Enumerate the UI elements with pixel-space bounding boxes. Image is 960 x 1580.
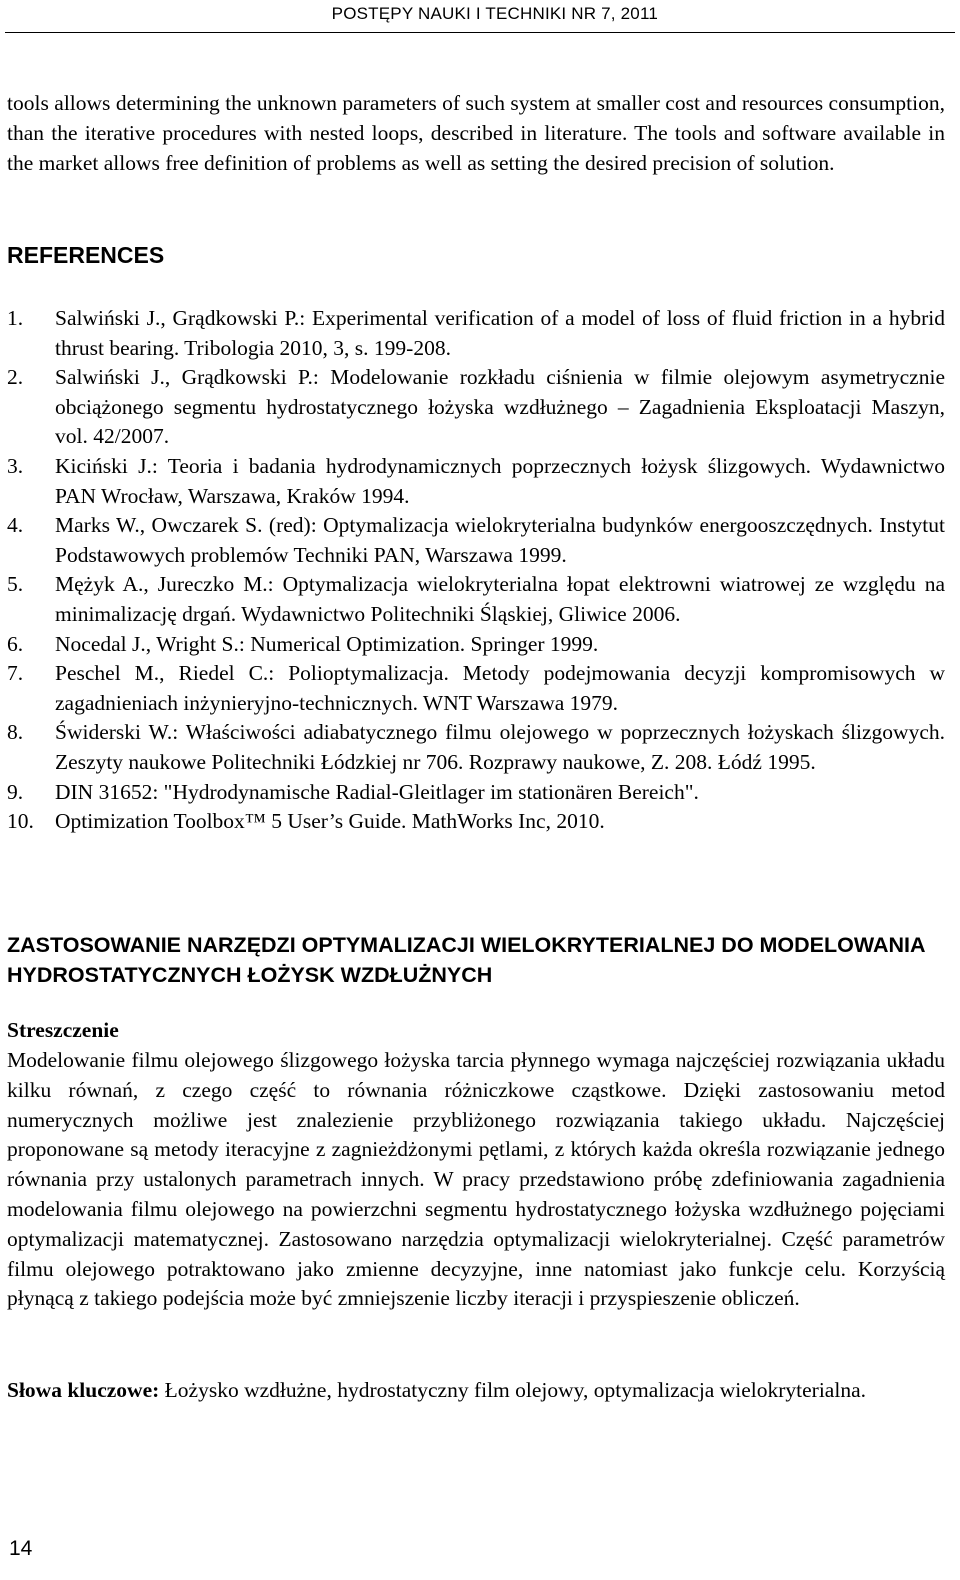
references-heading: REFERENCES (7, 242, 165, 268)
reference-text: Salwiński J., Grądkowski P.: Experimental verification of a model of loss of fluid friction in a hybrid thrust bearing. Tribologia 2010, 3, s. 199-208. (55, 306, 945, 360)
reference-item (7, 452, 945, 511)
reference-text: Optimization Toolbox™ 5 User’s Guide. MathWorks Inc, 2010. (55, 809, 605, 834)
abstract-heading: Streszczenie (7, 1018, 119, 1042)
keywords-text: Łożysko wzdłużne, hydrostatyczny film olejowy, optymalizacja wielokryterialna. (159, 1378, 866, 1402)
reference-number: 9. (7, 779, 24, 804)
reference-item (7, 807, 945, 837)
reference-item (7, 304, 945, 363)
page-number: 14 (9, 1537, 33, 1560)
reference-number: 6. (7, 631, 24, 656)
reference-item (7, 718, 945, 777)
reference-item (7, 511, 945, 570)
reference-number: 10. (7, 809, 34, 834)
reference-number: 2. (7, 365, 24, 390)
intro-paragraph: tools allows determining the unknown parameters of such system at smaller cost and resources consumption, than the iterative procedures with nested loops, described in literature. The tools and software available in the market allows free definition of problems as well as setting the desired precision of solution. (7, 91, 945, 175)
reference-item (7, 570, 945, 629)
keywords-label: Słowa kluczowe: (7, 1378, 160, 1402)
running-header (0, 4, 960, 28)
abstract-paragraph: Modelowanie filmu olejowego ślizgowego łożyska tarcia płynnego wymaga najczęściej rozwiązania układu kilku równań, z czego część to równania różniczkowe cząstkowe. Dzięki zastosowaniu metod numerycznych możliwe jest znalezienie przybliżonego rozwiązania takiego układu. Najczęściej proponowane są metody iteracyjne z zagnieżdżonymi pętlami, z których każda określa rozwiązanie jednego równania przy ustalonych parametrach innych. W pracy przedstawiono próbę zdefiniowania zagadnienia modelowania filmu olejowego na powierzchni segmentu hydrostatycznego łożyska wzdłużnego pojęciami optymalizacji matematycznej. Zastosowano narzędzia optymalizacji wielokryterialnej. Część parametrów filmu olejowego potraktowano jako zmienne decyzyjne, inne natomiast jako funkcje celu. Korzyścią płynącą z takiego podejścia może być zmniejszenie liczby iteracji i przyspieszenie obliczeń. (7, 1048, 945, 1311)
journal-header: POSTĘPY NAUKI I TECHNIKI NR 7, 2011 (331, 4, 658, 23)
reference-number: 3. (7, 453, 24, 478)
reference-text: Salwiński J., Grądkowski P.: Modelowanie rozkładu ciśnienia w filmie olejowym asymetrycznie obciążonego segmentu hydrostatycznego łożyska wzdłużnego – Zagadnienia Eksploatacji Maszyn, vol. 42/2007. (55, 365, 945, 449)
reference-item (7, 659, 945, 718)
reference-item (7, 630, 945, 660)
keywords-line (7, 1376, 945, 1406)
reference-list (7, 304, 945, 837)
reference-item (7, 363, 945, 452)
reference-number: 7. (7, 661, 24, 686)
reference-item (7, 778, 945, 808)
header-rule (5, 32, 955, 33)
reference-number: 8. (7, 720, 24, 745)
reference-text: Kiciński J.: Teoria i badania hydrodynamicznych poprzecznych łożysk ślizgowych. Wydawnictwo PAN Wrocław, Warszawa, Kraków 1994. (55, 453, 945, 508)
reference-number: 5. (7, 572, 24, 597)
reference-text: Mężyk A., Jureczko M.: Optymalizacja wielokryterialna łopat elektrowni wiatrowej ze względu na minimalizację drgań. Wydawnictwo Politechniki Śląskiej, Gliwice 2006. (55, 572, 945, 626)
reference-text: Marks W., Owczarek S. (red): Optymalizacja wielokryterialna budynków energooszczędnych. Instytut Podstawowych problemów Techniki PAN, Warszawa 1999. (55, 513, 945, 567)
polish-title: ZASTOSOWANIE NARZĘDZI OPTYMALIZACJI WIELOKRYTERIALNEJ DO MODELOWANIA HYDROSTATYCZNYCH ŁOŻYSK WZDŁUŻNYCH (7, 933, 925, 987)
reference-number: 4. (7, 513, 24, 538)
reference-text: Nocedal J., Wright S.: Numerical Optimization. Springer 1999. (55, 631, 599, 656)
reference-text: DIN 31652: "Hydrodynamische Radial-Gleitlager im stationären Bereich". (55, 779, 699, 804)
reference-number: 1. (7, 306, 24, 330)
reference-text: Świderski W.: Właściwości adiabatycznego filmu olejowego w poprzecznych łożyskach ślizgowych. Zeszyty naukowe Politechniki Łódzkiej nr 706. Rozprawy naukowe, Z. 208. Łódź 1995. (55, 720, 945, 774)
reference-text: Peschel M., Riedel C.: Polioptymalizacja. Metody podejmowania decyzji kompromisowych w zagadnieniach inżynieryjno-technicznych. WNT Warszawa 1979. (55, 661, 945, 715)
